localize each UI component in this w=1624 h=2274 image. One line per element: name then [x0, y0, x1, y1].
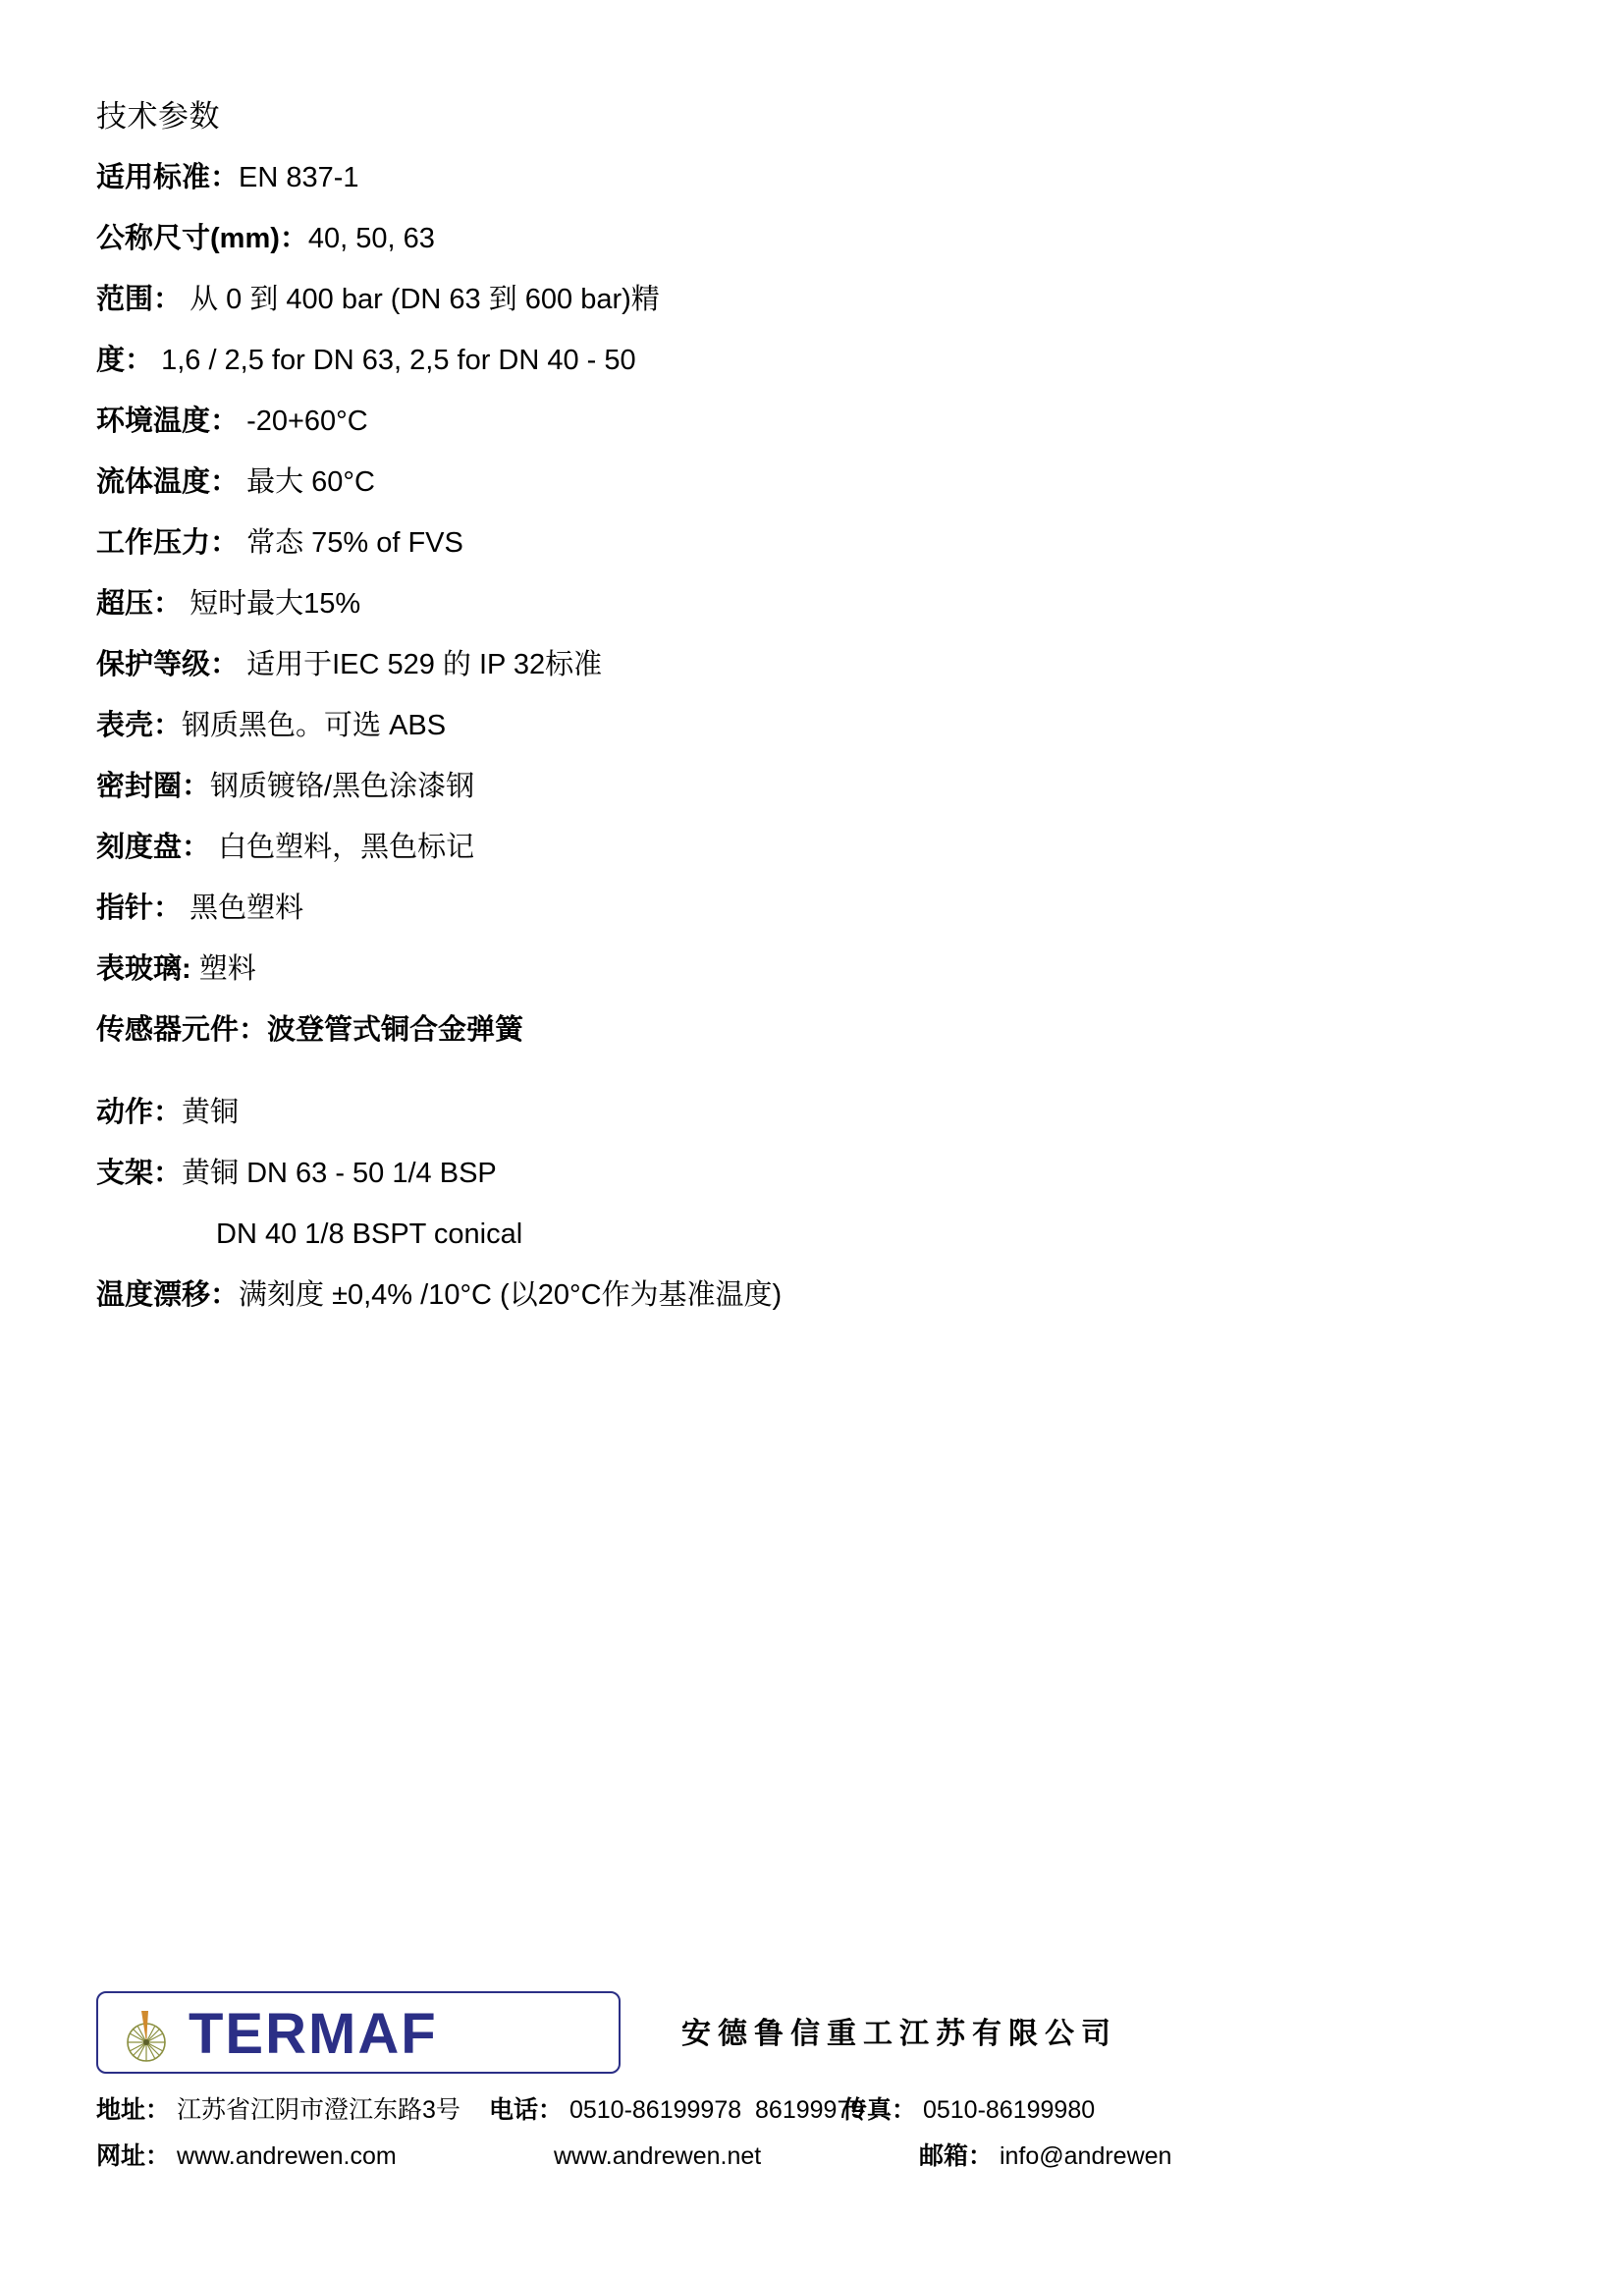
spec-label: 表玻璃:: [96, 953, 191, 985]
spec-label: 指针：: [96, 893, 183, 924]
spec-row: [96, 208, 1490, 269]
spec-value: 黄铜: [182, 1097, 240, 1128]
email-label: 邮箱：: [919, 2142, 994, 2170]
spec-label: 环境温度：: [96, 406, 240, 437]
phone-label: 电话：: [489, 2096, 564, 2124]
spec-label: 公称尺寸(mm)：: [96, 223, 308, 254]
spec-row: [96, 939, 1490, 1000]
logo-wordmark: TERMAF: [189, 2002, 438, 2066]
spec-label: 范围：: [96, 284, 183, 315]
spec-value: 满刻度 ±0,4% /10°C (以20°C作为基准温度): [239, 1279, 783, 1311]
spec-value: 最大 60°C: [239, 466, 375, 498]
phone-value: 0510-86199978 86199979: [563, 2096, 865, 2124]
spec-label: 表壳：: [96, 710, 183, 741]
fax-label: 传真：: [842, 2096, 917, 2124]
spec-value: 钢质镀铬/黑色涂漆钢: [210, 771, 475, 802]
footer-phone: [489, 2087, 864, 2134]
spec-label: 工作压力：: [96, 527, 240, 559]
spec-label: 动作：: [96, 1097, 183, 1128]
spec-label: 密封圈：: [96, 771, 211, 802]
spec-label: 超压：: [96, 588, 183, 620]
address-label: 地址：: [96, 2096, 171, 2124]
spec-row: [96, 878, 1490, 939]
address-value: 江苏省江阴市澄江东路3号: [170, 2096, 460, 2124]
compass-logo-icon: [116, 2003, 177, 2064]
website-label: 网址：: [96, 2142, 171, 2170]
spec-value: 塑料: [190, 953, 256, 985]
spec-value: 从 0 到 400 bar (DN 63 到 600 bar)精: [182, 284, 660, 315]
company-logo: [96, 1991, 621, 2074]
spec-row-temperature-drift: [96, 1265, 1490, 1326]
spec-row: [96, 1143, 1490, 1204]
footer-contact-row-2: [96, 2134, 1530, 2180]
spec-row: [96, 269, 1490, 330]
page-footer: [96, 1991, 1530, 2180]
footer-website-alt[interactable]: www.andrewen.net: [554, 2142, 762, 2170]
spec-row: [96, 452, 1490, 513]
spec-label: 传感器元件：波登管式铜合金弹簧: [96, 1014, 524, 1046]
footer-fax: [842, 2087, 1095, 2134]
spec-row: [96, 1082, 1490, 1143]
spec-row-sensor: [96, 1000, 1490, 1060]
spec-label: 支架：: [96, 1158, 183, 1189]
spec-value: -20+60°C: [239, 406, 368, 437]
spec-row: [96, 513, 1490, 573]
spec-label: 温度漂移：: [96, 1279, 240, 1311]
footer-contact-row-1: [96, 2087, 1530, 2134]
spec-row: [96, 817, 1490, 878]
spec-value: 钢质黑色。可选 ABS: [182, 710, 447, 741]
spec-row: [96, 147, 1490, 208]
spec-label: 适用标准：: [96, 162, 240, 193]
spec-value: 常态 75% of FVS: [239, 527, 463, 559]
spec-label: 度：: [96, 345, 154, 376]
page-title: 技术参数: [96, 99, 220, 134]
specifications-section: [96, 86, 1490, 1326]
spec-row: [96, 756, 1490, 817]
spec-value: 适用于IEC 529 的 IP 32标准: [239, 649, 603, 680]
email-value[interactable]: info@andrewen: [993, 2142, 1172, 2170]
spec-label: 刻度盘：: [96, 832, 211, 863]
spec-row: [96, 695, 1490, 756]
spec-row: [96, 391, 1490, 452]
spec-row: [96, 330, 1490, 391]
fax-value: 0510-86199980: [916, 2096, 1096, 2124]
spec-value: 1,6 / 2,5 for DN 63, 2,5 for DN 40 - 50: [153, 345, 636, 376]
spec-continuation-line: DN 40 1/8 BSPT conical: [216, 1218, 523, 1250]
spec-label: 流体温度：: [96, 466, 240, 498]
spec-row: [96, 634, 1490, 695]
spec-value: 40, 50, 63: [307, 223, 435, 254]
footer-address: [96, 2087, 460, 2134]
footer-website[interactable]: [96, 2134, 397, 2180]
spec-value: 黑色塑料: [182, 893, 304, 924]
footer-brand-row: [96, 1991, 1530, 2087]
spec-value: 黄铜 DN 63 - 50 1/4 BSP: [182, 1158, 497, 1189]
company-name: 安德鲁信重工江苏有限公司: [681, 2018, 1117, 2050]
spec-label: 保护等级：: [96, 649, 240, 680]
footer-email[interactable]: [919, 2134, 1171, 2180]
spec-value: EN 837-1: [239, 162, 359, 193]
spec-row: [96, 573, 1490, 634]
spec-value: 白色塑料，黑色标记: [210, 832, 475, 863]
spec-value: 短时最大15%: [182, 588, 361, 620]
website-value[interactable]: www.andrewen.com: [170, 2142, 397, 2170]
